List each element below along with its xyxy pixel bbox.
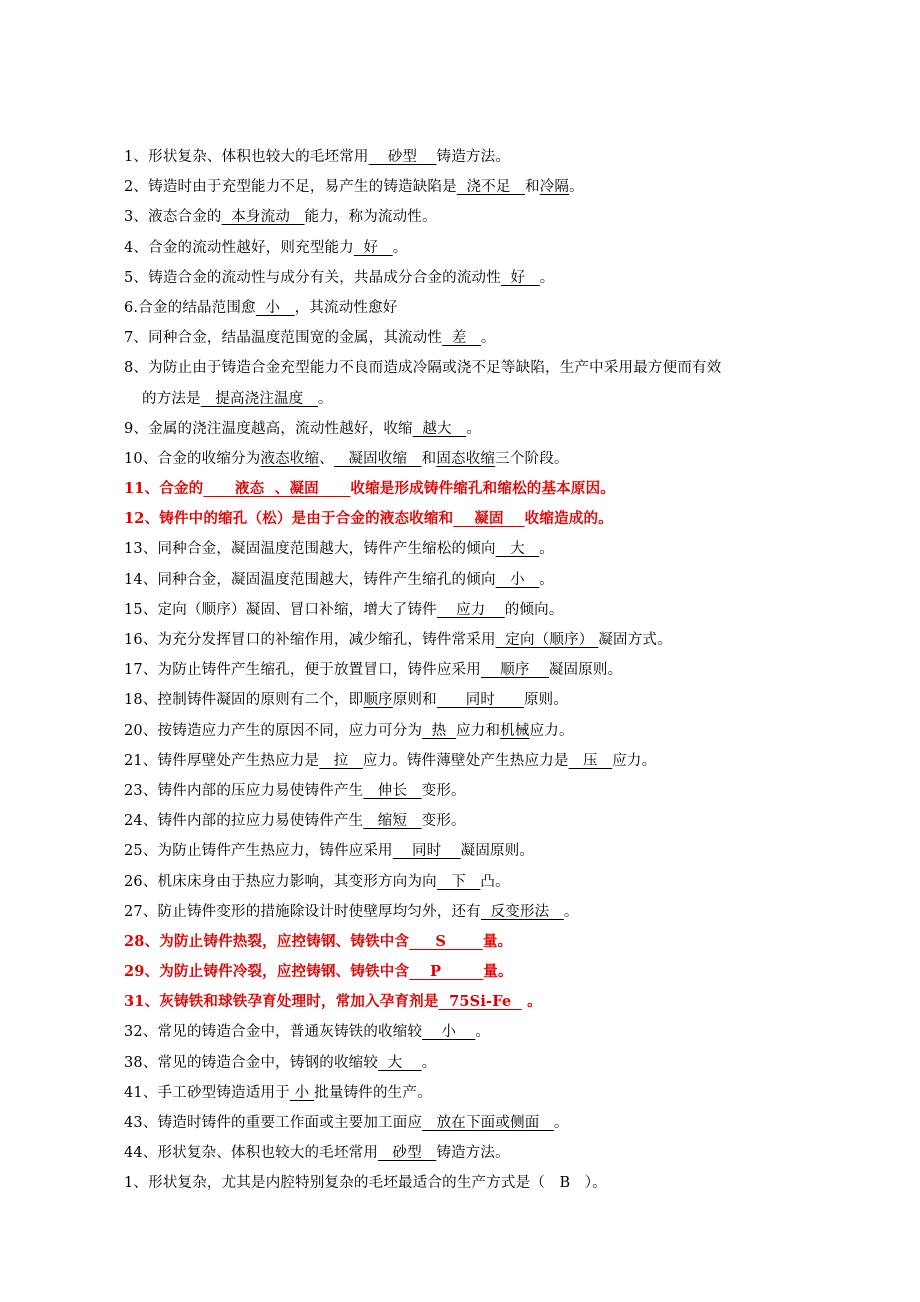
question-line	[124, 565, 824, 595]
question-text: 批量铸件的生产。	[314, 1084, 432, 1101]
answer-blank: 凝固收缩	[333, 450, 422, 467]
question-text: 。	[475, 1024, 491, 1041]
question-text: 量。	[482, 932, 513, 950]
question-text: ，其流动性愈好	[294, 299, 398, 316]
question-text: 44、形状复杂、体积也较大的毛坯常用	[124, 1145, 379, 1162]
question-line	[124, 1108, 824, 1138]
question-line	[124, 987, 824, 1017]
answer-blank: 冷隔	[539, 179, 570, 196]
question-line	[124, 1138, 824, 1168]
question-text: 。	[480, 330, 496, 347]
question-text: 原则。	[523, 692, 569, 709]
answer-blank: 差	[442, 330, 481, 347]
question-line	[124, 806, 824, 836]
question-text: 2、铸造时由于充型能力不足，易产生的铸造缺陷是	[124, 179, 457, 196]
question-line	[124, 504, 824, 534]
answer-blank: 75Si-Fe	[438, 993, 522, 1011]
question-text: 3、液态合金的	[124, 209, 222, 226]
question-line	[124, 1078, 824, 1108]
question-line	[124, 957, 824, 987]
question-text: 8、为防止由于铸造合金充型能力不良而造成冷隔或浇不足等缺陷，生产中采用最方便而有效	[124, 360, 722, 377]
answer-blank: 大	[378, 1054, 422, 1071]
question-text: 12、铸件中的缩孔（松）是由于合金的液态收缩和	[124, 510, 454, 528]
question-line	[124, 595, 824, 625]
question-text: 32、常见的铸造合金中，普通灰铸铁的收缩较	[124, 1024, 423, 1041]
question-line	[124, 534, 824, 564]
question-text: 4、合金的流动性越好，则充型能力	[124, 239, 354, 256]
question-line	[124, 474, 824, 504]
question-text: 。	[521, 993, 542, 1011]
answer-blank: 顺序	[363, 692, 393, 709]
question-text: 原则和	[392, 692, 437, 709]
answer-blank: 液态收缩	[260, 450, 320, 467]
question-text: 41、手工砂型铸造适用于	[124, 1084, 290, 1101]
answer-blank: 定向（顺序）	[495, 632, 599, 648]
question-line	[124, 444, 824, 474]
answer-blank: 砂型	[368, 149, 437, 165]
question-text: 凝固原则。	[460, 843, 535, 860]
answer-blank: 提高浇注温度	[200, 390, 318, 407]
question-text: 能力，称为流动性。	[304, 209, 437, 226]
question-line	[124, 746, 824, 776]
answer-blank: 同时	[436, 692, 524, 709]
question-text: 。	[553, 1115, 569, 1131]
answer-blank: 小	[495, 571, 540, 588]
answer-blank: 下	[436, 873, 481, 890]
question-line	[124, 202, 824, 232]
question-text: 14、同种合金，凝固温度范围越大，铸件产生缩孔的倾向	[124, 571, 496, 588]
question-line	[124, 836, 824, 866]
question-text: 13、同种合金，凝固温度范围越大，铸件产生缩松的倾向	[124, 541, 496, 558]
question-line	[124, 233, 824, 263]
question-line	[124, 172, 824, 202]
answer-blank: 砂型	[378, 1145, 437, 1162]
answer-blank: 拉	[319, 752, 363, 769]
question-text: 。	[539, 571, 554, 588]
question-text: 。	[317, 390, 333, 407]
answer-blank: S	[409, 932, 483, 950]
answer-blank: 缩短	[363, 813, 422, 830]
question-text: 应力。铸件薄壁处产生热应力是	[362, 752, 569, 769]
question-text: 三个阶段。	[495, 450, 569, 467]
question-text: 7、同种合金，结晶温度范围宽的金属，其流动性	[124, 330, 443, 347]
question-text: 1、形状复杂、体积也较大的毛坯常用	[124, 149, 369, 165]
question-line	[124, 897, 824, 927]
question-line	[124, 293, 824, 323]
question-text: 31、灰铸铁和球铁孕育处理时，常加入孕育剂是	[124, 993, 439, 1011]
question-text: 26、机床床身由于热应力影响，其变形方向为向	[124, 873, 437, 890]
question-text: 17、为防止铸件产生缩孔，便于放置冒口，铸件应采用	[124, 662, 481, 679]
answer-blank: 机械	[500, 722, 530, 739]
answer-blank: 好	[353, 239, 393, 256]
question-text: 9、金属的浇注温度越高，流动性越好，收缩	[124, 420, 413, 437]
question-text: 的方法是	[142, 390, 201, 407]
question-line	[124, 263, 824, 293]
answer-blank: 压	[568, 752, 613, 769]
question-text: 23、铸件内部的压应力易使铸件产生	[124, 782, 364, 799]
question-line	[124, 414, 824, 444]
question-text: 、	[319, 450, 334, 467]
answer-blank: 浇不足	[456, 179, 525, 196]
answer-blank: 好	[500, 269, 540, 286]
question-line	[124, 625, 824, 655]
question-text: 10、合金的收缩分为	[124, 450, 261, 467]
question-text: 应力和	[456, 722, 501, 739]
question-text: 铸造方法。	[436, 1145, 510, 1162]
question-line	[124, 655, 824, 685]
question-text: 25、为防止铸件产生热应力，铸件应采用	[124, 843, 393, 860]
answer-blank: 凝固	[453, 510, 525, 528]
answer-blank: 小	[289, 1084, 315, 1101]
question-text: 20、按铸造应力产生的原因不同，应力可分为	[124, 722, 423, 739]
question-text: 。	[539, 269, 555, 286]
question-text: 。	[539, 541, 554, 558]
question-text: 。	[392, 239, 408, 256]
question-line	[124, 776, 824, 806]
question-text: 21、铸件厚壁处产生热应力是	[124, 752, 320, 769]
question-line	[124, 353, 824, 383]
answer-blank: 越大	[412, 420, 467, 437]
question-text: 应力。	[529, 722, 574, 739]
answer-blank: 热	[422, 722, 457, 739]
question-text: 。	[563, 903, 579, 920]
answer-blank: 固态收缩	[436, 450, 496, 467]
question-line	[124, 867, 824, 897]
question-text: 6.合金的结晶范围愈	[124, 299, 256, 316]
question-text: 15、定向（顺序）凝固、冒口补缩，增大了铸件	[124, 601, 437, 618]
question-text: 24、铸件内部的拉应力易使铸件产生	[124, 813, 364, 830]
question-line	[124, 1048, 824, 1078]
question-text: 变形。	[421, 782, 466, 799]
question-line	[124, 142, 824, 172]
question-text: 。	[466, 420, 481, 437]
question-text: 43、铸造时铸件的重要工作面或主要加工面应	[124, 1115, 423, 1131]
question-list	[124, 142, 824, 1199]
question-text: 应力。	[612, 752, 657, 769]
question-text: 28、为防止铸件热裂，应控铸钢、铸铁中含	[124, 932, 410, 950]
question-text: 收缩是形成铸件缩孔和缩松的基本原因。	[350, 480, 615, 498]
answer-blank: 大	[495, 541, 540, 558]
question-text: 18、控制铸件凝固的原则有二个，即	[124, 692, 364, 709]
question-text: 凝固原则。	[548, 662, 623, 679]
question-text: 量。	[483, 963, 513, 981]
question-line	[124, 927, 824, 957]
question-line	[124, 685, 824, 715]
question-text: 铸造方法。	[436, 149, 510, 165]
question-text: 和	[524, 179, 540, 196]
question-text: 凸。	[480, 873, 510, 890]
question-text: 29、为防止铸件冷裂，应控铸钢、铸铁中含	[124, 963, 410, 981]
question-line	[124, 716, 824, 746]
answer-blank: 顺序	[480, 662, 549, 679]
question-text: 。	[569, 179, 584, 196]
answer-blank: 小	[422, 1024, 476, 1041]
answer-blank: 放在下面或侧面	[422, 1115, 554, 1131]
question-text: 27、防止铸件变形的措施除设计时使壁厚均匀外，还有	[124, 903, 481, 920]
answer-blank: 伸长	[363, 782, 422, 799]
question-line	[124, 1017, 824, 1047]
question-text: 1、形状复杂，尤其是内腔特别复杂的毛坯最适合的生产方式是（ B ）。	[124, 1175, 607, 1192]
answer-blank: 应力	[436, 601, 505, 618]
question-text: 的倾向。	[504, 601, 564, 618]
question-text: 16、为充分发挥冒口的补缩作用，减少缩孔，铸件常采用	[124, 632, 496, 648]
question-text: 11、合金的	[124, 480, 204, 498]
question-text: 5、铸造合金的流动性与成分有关，共晶成分合金的流动性	[124, 269, 501, 286]
question-text: 38、常见的铸造合金中，铸钢的收缩较	[124, 1054, 379, 1071]
question-text: 凝固方式。	[598, 632, 672, 648]
answer-blank: P	[409, 963, 484, 981]
question-text: 。	[421, 1054, 437, 1071]
question-text: 变形。	[421, 813, 466, 830]
answer-blank: 小	[255, 299, 295, 316]
answer-blank: 同时	[392, 843, 461, 860]
answer-blank: 本身流动	[221, 209, 305, 226]
question-line	[124, 384, 824, 414]
question-line	[124, 323, 824, 353]
answer-blank: 液态 、凝固	[203, 480, 351, 498]
question-text: 收缩造成的。	[524, 510, 613, 528]
answer-blank: 反变形法	[480, 903, 564, 920]
question-text: 和	[421, 450, 437, 467]
question-line	[124, 1168, 824, 1198]
